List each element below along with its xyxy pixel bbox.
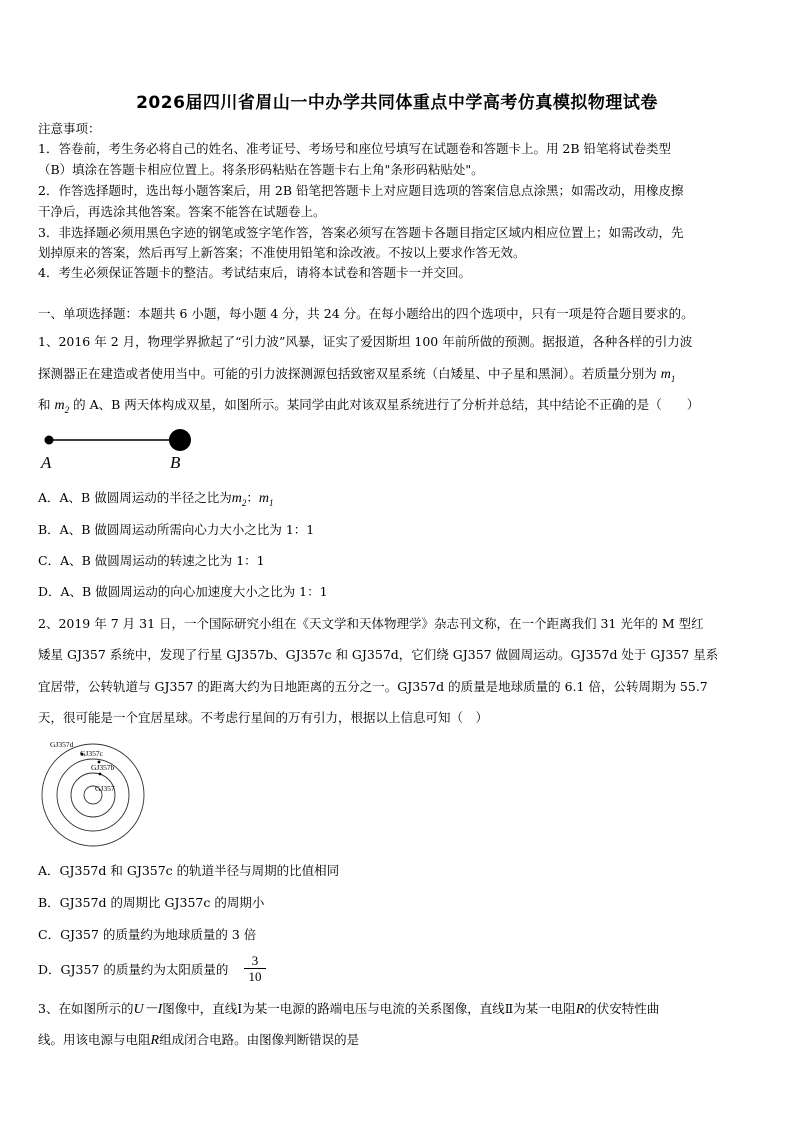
q1-option-a: A．A、B 做圆周运动的半径之比为$m_2$：$m_1$ <box>38 490 274 508</box>
m2-symbol: $m_2$ <box>54 398 70 415</box>
label-gj357d: GJ357d <box>50 740 74 749</box>
label-gj357c: GJ357c <box>80 749 103 758</box>
star-a-dot <box>45 436 54 445</box>
label-gj357: GJ357 <box>95 784 115 793</box>
orbit-figure <box>36 735 146 847</box>
orbit-gj357b <box>71 773 115 817</box>
q2-option-b: B．GJ357d 的周期比 GJ357c 的周期小 <box>38 895 265 910</box>
star-b-label: B <box>170 453 181 472</box>
q2-option-a: A．GJ357d 和 GJ357c 的轨道半径与周期的比值相同 <box>38 863 340 878</box>
q1-stem-text: 探测器正在建造或者使用当中。可能的引力波探测源包括致密双星系统（白矮星、中子星和黑洞）。若质量分别为 <box>38 366 657 381</box>
planet-gj357b <box>99 773 102 776</box>
fraction-denominator: 10 <box>248 969 262 984</box>
label-gj357b: GJ357b <box>91 763 115 772</box>
q1-option-d: D．A、B 做圆周运动的向心加速度大小之比为 1：1 <box>38 584 328 599</box>
q1-stem-text: 的 A、B 两天体构成双星，如图所示。某同学由此对该双星系统进行了分析并总结，其中结论不正确的是（ ） <box>73 397 700 412</box>
q2-stem: 2、2019 年 7 月 31 日，一个国际研究小组在《天文学和天体物理学》杂志刊文称，在一个距离我们 31 光年的 M 型红 <box>38 616 704 631</box>
section-heading: 一、单项选择题：本题共 6 小题，每小题 4 分，共 24 分。在每小题给出的四个选项中，只有一项是符合题目要求的。 <box>38 306 694 321</box>
q2-stem: 天，很可能是一个宜居星球。不考虑行星间的万有引力，根据以上信息可知（ ） <box>38 710 489 725</box>
star-b-dot <box>169 429 191 451</box>
q1-option-c: C．A、B 做圆周运动的转速之比为 1：1 <box>38 553 265 568</box>
q1-stem-text: 和 <box>38 397 51 412</box>
binary-star-figure <box>36 424 206 474</box>
notice-heading: 注意事项： <box>38 121 101 136</box>
q2-stem: 矮星 GJ357 系统中，发现了行星 GJ357b、GJ357c 和 GJ357d，它们绕 GJ357 做圆周运动。GJ357d 处于 GJ357 星系 <box>38 647 719 662</box>
notice-line: 干净后，再选涂其他答案。答案不能答在试题卷上。 <box>38 204 326 219</box>
fraction-numerator: 3 <box>244 953 266 969</box>
notice-line: 划掉原来的答案，然后再写上新答案；不准使用铅笔和涂改液。不按以上要求作答无效。 <box>38 245 526 260</box>
q2-option-c: C．GJ357 的质量约为地球质量的 3 倍 <box>38 927 257 942</box>
q1-stem <box>38 366 758 387</box>
q3-stem: 线。用该电源与电阻R组成闭合电路。由图像判断错误的是 <box>38 1032 360 1048</box>
r-symbol: R <box>150 1033 160 1048</box>
notice-line: 2．作答选择题时，选出每小题答案后，用 2B 铅笔把答题卡上对应题目选项的答案信息点涂黑；如需改动，用橡皮擦 <box>38 183 684 198</box>
notice-line: （B）填涂在答题卡相应位置上。将条形码粘贴在答题卡右上角"条形码粘贴处"。 <box>38 162 484 177</box>
q3-stem: 3、在如图所示的U－I图像中，直线Ⅰ为某一电源的路端电压与电流的关系图像，直线Ⅱ为某一电阻R的伏安特性曲 <box>38 1001 660 1017</box>
star-a-label: A <box>41 453 52 472</box>
q2-option-d: D．GJ357 的质量约为太阳质量的 <box>38 962 229 977</box>
q1-stem <box>38 397 758 418</box>
notice-line: 3．非选择题必须用黑色字迹的钢笔或签字笔作答，答案必须写在答题卡各题目指定区域内相应位置上；如需改动，先 <box>38 225 684 240</box>
q1-option-b: B．A、B 做圆周运动所需向心力大小之比为 1：1 <box>38 522 315 537</box>
q2-stem: 宜居带，公转轨道与 GJ357 的距离大约为日地距离的五分之一。GJ357d 的质量是地球质量的 6.1 倍，公转周期为 55.7 <box>38 679 708 694</box>
notice-line: 1．答卷前，考生务必将自己的姓名、准考证号、考场号和座位号填写在试题卷和答题卡上。用 2B 铅笔将试卷类型 <box>38 141 672 156</box>
ui-symbol: U－I <box>133 1002 163 1017</box>
notice-line: 4．考生必须保证答题卡的整洁。考试结束后，请将本试卷和答题卡一并交回。 <box>38 265 471 280</box>
r-symbol: R <box>575 1002 585 1017</box>
page-title: 2026届四川省眉山一中办学共同体重点中学高考仿真模拟物理试卷 <box>136 93 658 113</box>
m1-symbol: $m_1$ <box>660 367 676 384</box>
fraction-3-10 <box>244 953 266 984</box>
q1-stem: 1、2016 年 2 月，物理学界掀起了“引力波”风暴，证实了爱因斯坦 100 年前所做的预测。据报道，各种各样的引力波 <box>38 334 693 349</box>
